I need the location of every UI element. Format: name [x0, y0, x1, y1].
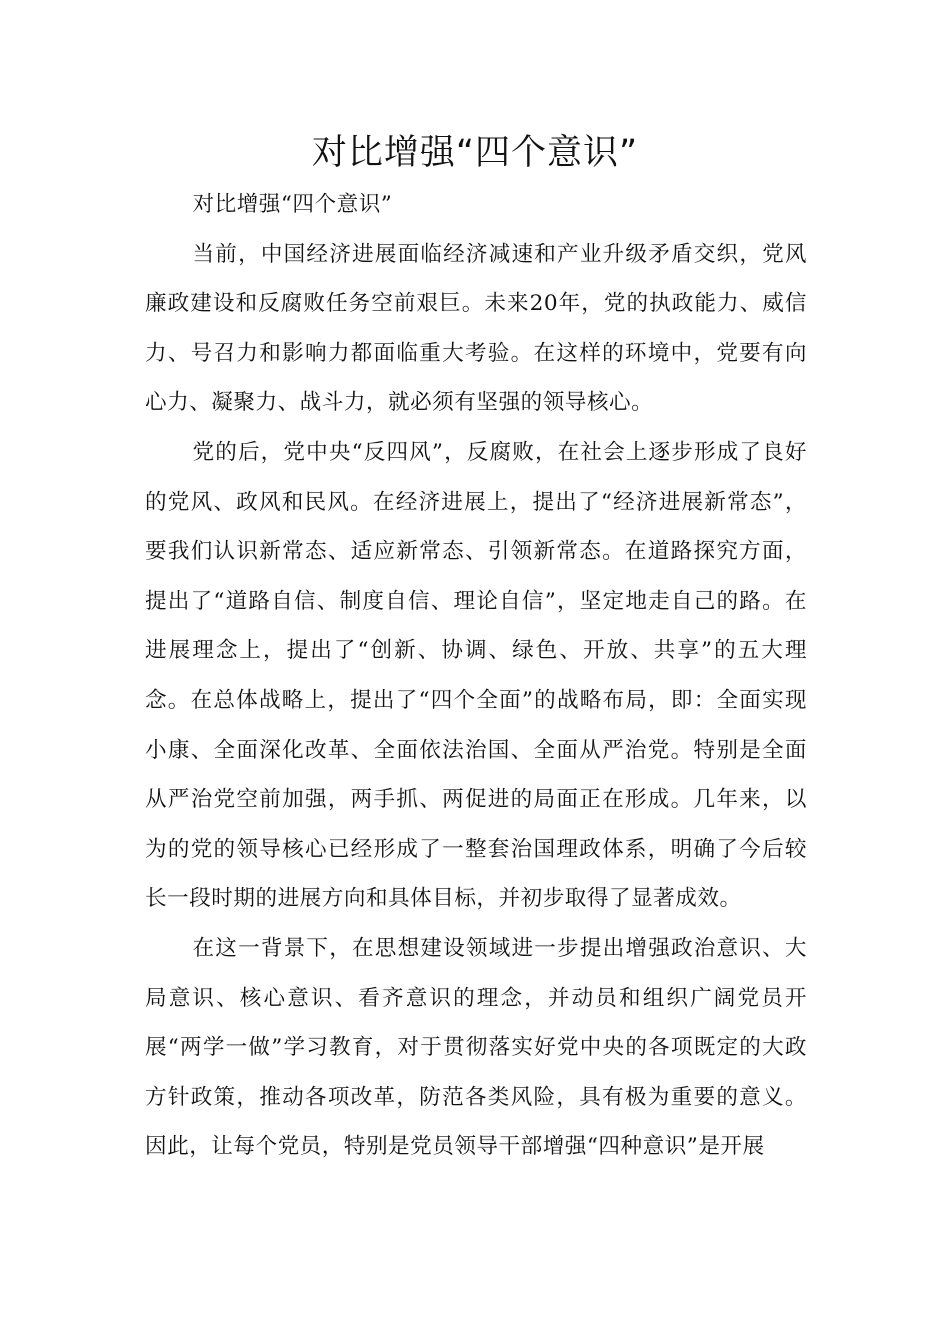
- paragraph: 在这一背景下，在思想建设领域进一步提出增强政治意识、大局意识、核心意识、看齐意识的理念，并动员和组织广阔党员开展“两学一做”学习教育，对于贯彻落实好党中央的各项既定的大政方针政策，推动各项改革，防范各类风险，具有极为重要的意义。因此，让每个党员，特别是党员领导干部增强“四种意识”是开展: [145, 935, 807, 1160]
- paragraph-subtitle: 对比增强“四个意识”: [192, 192, 393, 217]
- paragraph: 党的后，党中央“反四风”，反腐败，在社会上逐步形成了良好的党风、政风和民风。在经济进展上，提出了“经济进展新常态”，要我们认识新常态、适应新常态、引领新常态。在道路探究方面，提出了“道路自信、制度自信、理论自信”，坚定地走自己的路。在进展理念上，提出了“创新、协调、绿色、开放、共享”的五大理念。在总体战略上，提出了“四个全面”的战略布局，即：全面实现小康、全面深化改革、全面依法治国、全面从严治党。特别是全面从严治党空前加强，两手抓、两促进的局面正在形成。几年来，以为的党的领导核心已经形成了一整套治国理政体系，明确了今后较长一段时期的进展方向和具体目标，并初步取得了显著成效。: [145, 439, 807, 912]
- document-title: 对比增强“四个意识”: [311, 133, 639, 173]
- paragraph: 当前，中国经济进展面临经济减速和产业升级矛盾交织，党风廉政建设和反腐败任务空前艰巨。未来20年，党的执政能力、威信力、号召力和影响力都面临重大考验。在这样的环境中，党要有向心力、凝聚力、战斗力，就必须有坚强的领导核心。: [145, 241, 807, 416]
- document-body: [145, 180, 807, 1172]
